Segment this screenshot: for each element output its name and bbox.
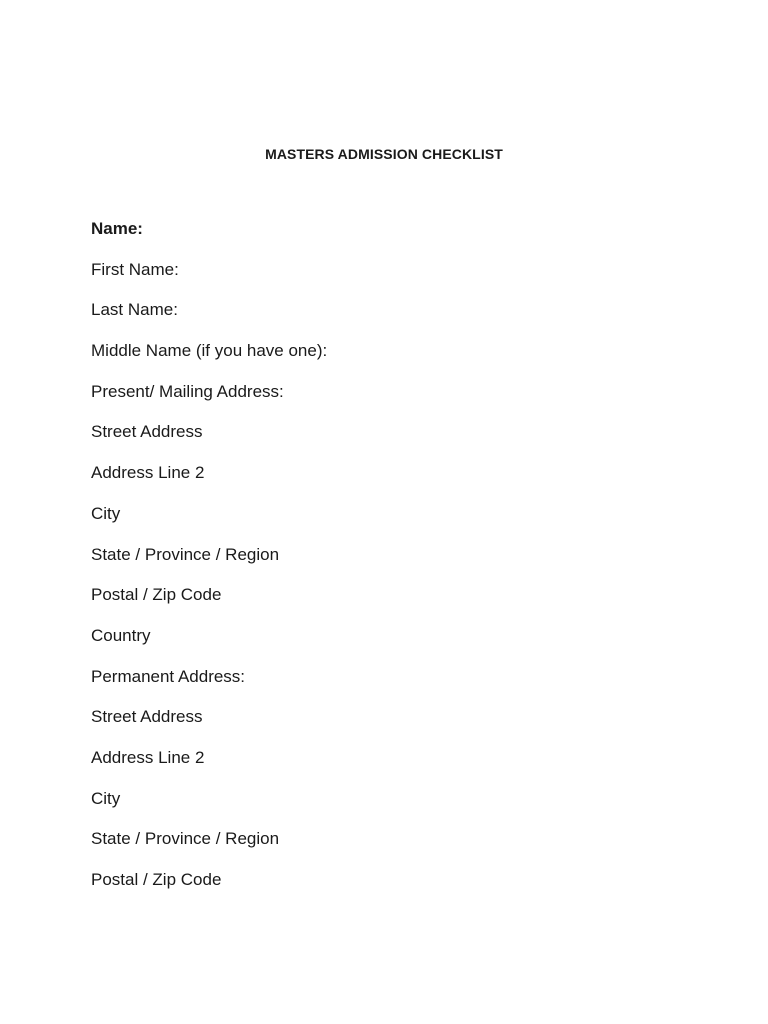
field-mailing-address-line-2: Address Line 2 — [91, 463, 205, 483]
field-last-name: Last Name: — [91, 300, 178, 320]
field-mailing-country: Country — [91, 625, 151, 645]
field-permanent-street-address: Street Address — [91, 707, 203, 727]
checklist — [91, 218, 327, 910]
field-first-name: First Name: — [91, 259, 179, 279]
field-mailing-address-heading: Present/ Mailing Address: — [91, 381, 284, 401]
field-mailing-postal-code: Postal / Zip Code — [91, 585, 222, 605]
field-permanent-address-line-2: Address Line 2 — [91, 747, 205, 767]
field-mailing-city: City — [91, 503, 121, 523]
field-mailing-state: State / Province / Region — [91, 544, 280, 564]
section-heading-name: Name: — [91, 219, 143, 238]
field-middle-name: Middle Name (if you have one): — [91, 341, 328, 361]
field-permanent-postal-code: Postal / Zip Code — [91, 870, 222, 889]
page-title: MASTERS ADMISSION CHECKLIST — [265, 146, 503, 162]
field-permanent-city: City — [91, 788, 121, 808]
field-permanent-state: State / Province / Region — [91, 829, 280, 849]
field-mailing-street-address: Street Address — [91, 422, 203, 442]
field-permanent-address-heading: Permanent Address: — [91, 666, 246, 686]
